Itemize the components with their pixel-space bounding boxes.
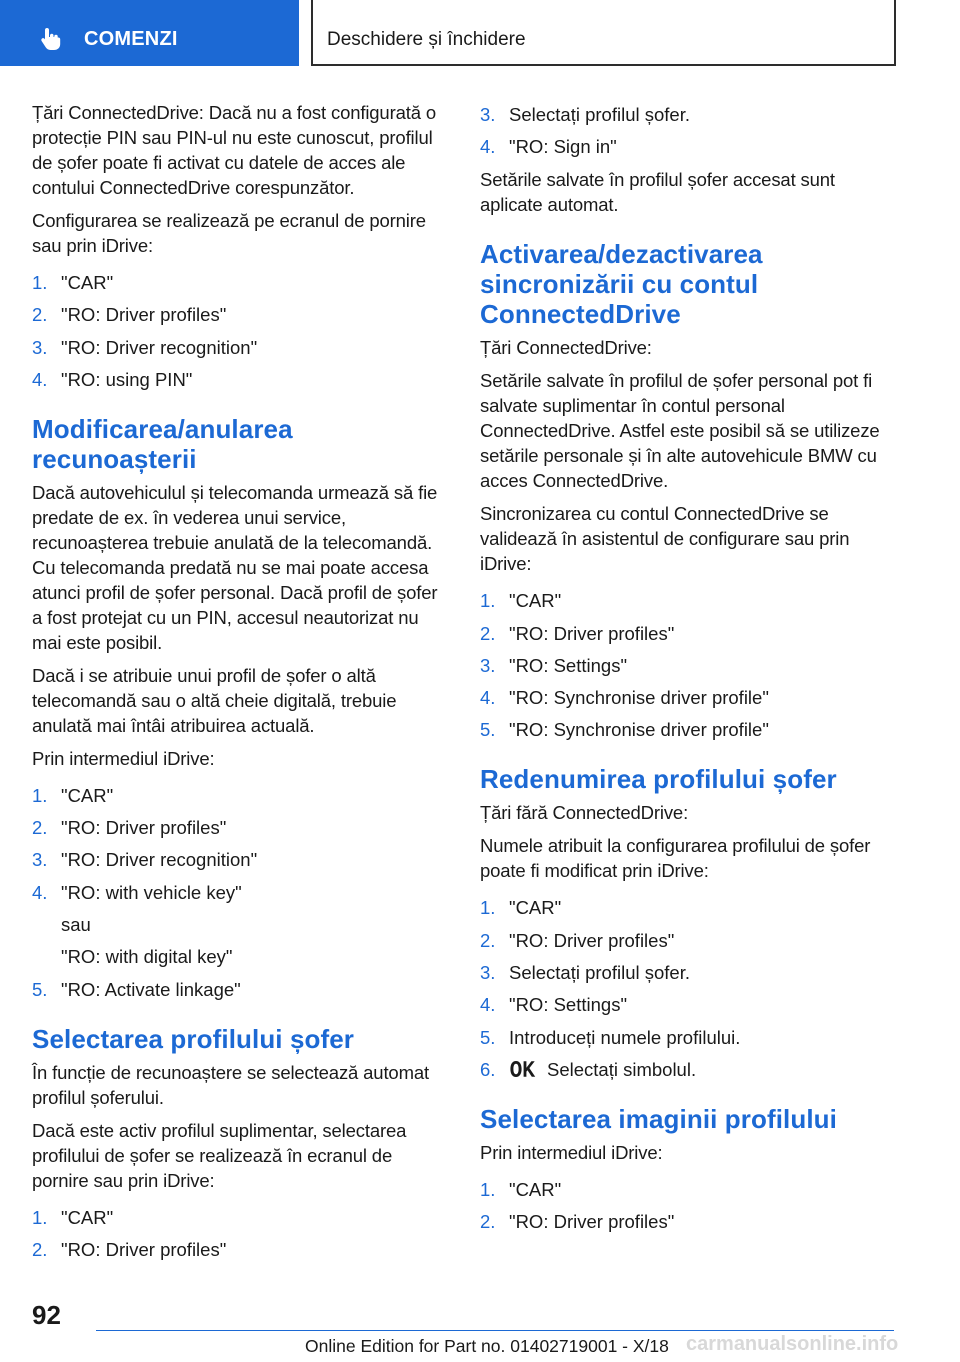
list-item: [32, 977, 452, 1002]
paragraph: Setările salvate în profilul de șofer personal pot fi salvate suplimentar în contul personal ConnectedDrive. Astfel este posibil să se utilizeze setările personale și în alte autovehicule BMW cu acces ConnectedDrive.: [480, 370, 880, 492]
right-column: [480, 100, 900, 1242]
ok-checkmark-icon: [509, 1059, 537, 1079]
list-item-text: "RO: Driver recognition": [61, 336, 258, 358]
list-item-alternative-separator: sau: [61, 914, 91, 936]
list-item: [480, 102, 900, 127]
list-item-text: Selectați profilul șofer.: [509, 104, 690, 125]
section-heading: Selectarea imaginii profilului: [480, 1103, 837, 1134]
list-item: [480, 895, 900, 920]
list-item: [480, 134, 900, 159]
section-heading: Selectarea profilului șofer: [32, 1023, 355, 1054]
list-item: [480, 717, 900, 742]
list-item-text: "RO: Sign in": [509, 136, 617, 158]
list-item-number: 2.: [32, 1238, 48, 1260]
numbered-list: [32, 783, 452, 1002]
list-item: [480, 960, 900, 985]
list-item-number: 4.: [480, 136, 496, 158]
list-item: [32, 880, 452, 905]
list-item-text: "RO: Synchronise driver profile": [509, 719, 769, 741]
list-item-number: 3.: [480, 654, 496, 676]
list-item-alternative: "RO: with digital key": [61, 946, 233, 968]
footer-divider: [96, 1330, 894, 1331]
paragraph: Țări fără ConnectedDrive:: [480, 802, 689, 824]
paragraph: Setările salvate în profilul șofer accesat sunt aplicate automat.: [480, 169, 835, 216]
tab-comenzi-label: COMENZI: [84, 28, 178, 50]
paragraph: Prin intermediul iDrive:: [32, 747, 215, 769]
left-column: [32, 100, 452, 1270]
list-item-number: 3.: [480, 962, 496, 984]
list-item-text: "RO: Settings": [509, 994, 628, 1016]
footer-edition: Online Edition for Part no. 01402719001 - X/18: [305, 1336, 669, 1356]
list-item-number: 1.: [480, 590, 496, 612]
list-item-text: "CAR": [61, 272, 114, 293]
list-item: [480, 1057, 900, 1082]
list-item-number: 2.: [32, 304, 48, 326]
list-item-text: "RO: Driver profiles": [61, 1238, 227, 1260]
list-item-number: 1.: [480, 897, 496, 919]
list-item-text: "CAR": [509, 897, 562, 919]
list-item-number: 6.: [480, 1058, 496, 1080]
list-item-text: "RO: Settings": [509, 654, 628, 676]
paragraph: Sincronizarea cu contul ConnectedDrive se validează în asistentul de configurare sau prin iDrive:: [480, 503, 850, 575]
list-item-text-with-icon: [509, 1057, 900, 1082]
list-item-text: "RO: using PIN": [61, 368, 193, 390]
list-item: [32, 335, 452, 360]
list-item: [32, 302, 452, 327]
section-title-tab: [311, 0, 896, 66]
list-item: [32, 1237, 452, 1262]
list-item: [32, 815, 452, 840]
list-item-number: 4.: [480, 994, 496, 1016]
list-item-text: "RO: Activate linkage": [61, 978, 241, 1000]
paragraph: Dacă i se atribuie unui profil de șofer o altă telecomandă sau o altă cheie digitală, trebuie anulată mai întâi atribuirea actuală.: [32, 664, 397, 736]
list-item: [480, 685, 900, 710]
paragraph: Numele atribuit la configurarea profilului de șofer poate fi modificat prin iDrive:: [480, 835, 871, 882]
paragraph: Dacă este activ profilul suplimentar, selectarea profilului de șofer se realizează în ecranul de pornire sau prin iDrive:: [32, 1119, 407, 1191]
list-item-number: 5.: [480, 719, 496, 741]
list-item-number: 1.: [32, 784, 48, 806]
list-item-text: "RO: Driver profiles": [61, 304, 227, 326]
paragraph: Prin intermediul iDrive:: [480, 1141, 663, 1163]
page-number: 92: [32, 1300, 61, 1330]
list-item-number: 2.: [32, 817, 48, 839]
paragraph: Țări ConnectedDrive:: [480, 337, 652, 359]
hand-pointer-icon: [38, 26, 64, 52]
list-item-text: "RO: Driver profiles": [509, 1211, 675, 1233]
numbered-list: [32, 1205, 452, 1262]
list-item-number: 5.: [480, 1026, 496, 1048]
paragraph: Țări ConnectedDrive: Dacă nu a fost configurată o protecție PIN sau PIN-ul nu este cunoscut, profilul de șofer poate fi activat cu datele de acces ale contului ConnectedDrive corespunzător.: [32, 102, 436, 198]
list-item-text: "RO: with vehicle key": [61, 881, 242, 903]
section-title: Deschidere și închidere: [327, 29, 526, 50]
list-item: [480, 1209, 900, 1234]
numbered-list: [32, 270, 452, 392]
page-header: [0, 0, 960, 66]
list-item-number: 5.: [32, 978, 48, 1000]
list-item-number: 3.: [32, 336, 48, 358]
list-item-number: 4.: [32, 368, 48, 390]
section-heading: Activarea/dezactivarea sincronizării cu contul ConnectedDrive: [480, 239, 763, 330]
numbered-list: [480, 102, 900, 159]
list-item-text: "RO: Driver profiles": [509, 622, 675, 644]
list-item-number: 1.: [32, 272, 48, 293]
list-item-number: 2.: [480, 622, 496, 644]
list-item-text: "RO: Driver profiles": [509, 929, 675, 951]
tab-comenzi[interactable]: [0, 0, 299, 66]
list-item: [480, 1177, 900, 1202]
list-item: [32, 270, 452, 295]
list-item-number: 3.: [480, 104, 496, 125]
paragraph: Dacă autovehiculul și telecomanda urmează să fie predate de ex. în vederea unui service, recunoașterea trebuie anulată de la telecomandă. Cu telecomanda predată nu se mai poate accesa atunci profil de șofer personal. Dacă profil de șofer a fost protejat cu un PIN, accesul neautorizat nu mai este posibil.: [32, 481, 438, 653]
list-item: [32, 783, 452, 808]
list-item-text: "CAR": [509, 590, 562, 612]
list-item-text: "RO: Driver profiles": [61, 817, 227, 839]
list-item-text: "RO: Driver recognition": [61, 849, 258, 871]
list-item: [32, 1205, 452, 1230]
list-item: [480, 588, 900, 613]
paragraph: În funcție de recunoaștere se selectează automat profilul șoferului.: [32, 1061, 429, 1108]
list-item: [480, 653, 900, 678]
list-item-number: 1.: [32, 1206, 48, 1228]
section-heading: Modificarea/anularea recunoașterii: [32, 413, 293, 474]
list-item: [32, 847, 452, 872]
list-item-number: 1.: [480, 1178, 496, 1200]
list-item-text: "CAR": [61, 784, 114, 806]
list-item-text: "RO: Synchronise driver profile": [509, 687, 769, 709]
list-item-text: "CAR": [61, 1206, 114, 1228]
list-item: [480, 992, 900, 1017]
list-item-text: "CAR": [509, 1178, 562, 1200]
list-item: [480, 621, 900, 646]
list-item-text: Selectați profilul șofer.: [509, 962, 690, 984]
list-item-text: Introduceți numele profilului.: [509, 1026, 741, 1048]
paragraph: Configurarea se realizează pe ecranul de pornire sau prin iDrive:: [32, 210, 426, 256]
list-item: [32, 367, 452, 392]
numbered-list: [480, 1177, 900, 1234]
list-item-number: 3.: [32, 849, 48, 871]
list-item-number: 4.: [32, 881, 48, 903]
list-item-number: 2.: [480, 929, 496, 951]
list-item-number: 2.: [480, 1211, 496, 1233]
list-item-number: 4.: [480, 687, 496, 709]
numbered-list: [480, 588, 900, 742]
numbered-list: [480, 895, 900, 1081]
list-item: [480, 928, 900, 953]
list-item-label: Selectați simbolul.: [547, 1058, 697, 1080]
watermark: carmanualsonline.info: [686, 1333, 899, 1355]
section-heading: Redenumirea profilului șofer: [480, 764, 837, 795]
list-item: [480, 1025, 900, 1050]
